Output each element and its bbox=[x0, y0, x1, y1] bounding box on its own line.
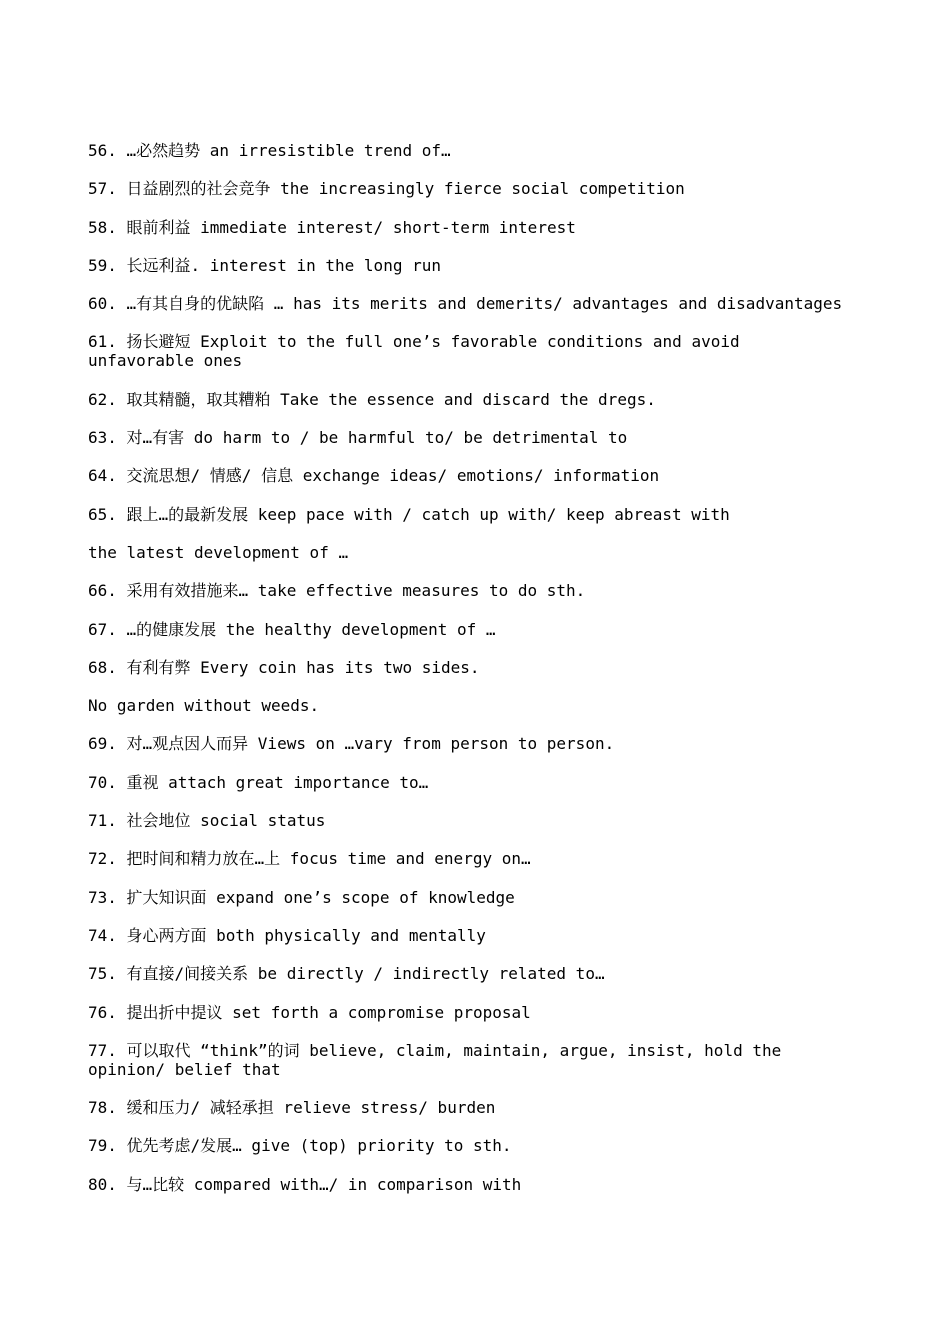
list-item: 71. 社会地位 social status bbox=[88, 811, 326, 831]
list-item: 74. 身心两方面 both physically and mentally bbox=[88, 925, 486, 945]
list-item: 65. 跟上…的最新发展 keep pace with / catch up with/ keep abreast with bbox=[88, 504, 730, 524]
list-item: 66. 采用有效措施来… take effective measures to do sth. bbox=[88, 581, 586, 601]
list-item: 72. 把时间和精力放在…上 focus time and energy on… bbox=[88, 849, 531, 869]
list-item: 80. 与…比较 compared with…/ in comparison with bbox=[88, 1174, 522, 1194]
list-item: 58. 眼前利益 immediate interest/ short-term interest bbox=[88, 217, 576, 237]
list-item: 57. 日益剧烈的社会竞争 the increasingly fierce social competition bbox=[88, 179, 685, 199]
list-item: 79. 优先考虑/发展… give (top) priority to sth. bbox=[88, 1136, 512, 1156]
list-item: 69. 对…观点因人而异 Views on …vary from person to person. bbox=[88, 734, 615, 754]
list-item-continuation: No garden without weeds. bbox=[88, 696, 320, 716]
list-item: 59. 长远利益. interest in the long run bbox=[88, 255, 441, 275]
list-item-continuation: the latest development of … bbox=[88, 542, 349, 562]
list-item: 64. 交流思想/ 情感/ 信息 exchange ideas/ emotions/ information bbox=[88, 466, 660, 486]
list-item: 75. 有直接/间接关系 be directly / indirectly related to… bbox=[88, 964, 605, 984]
list-item: 70. 重视 attach great importance to… bbox=[88, 772, 429, 792]
list-item: 61. 扬长避短 Exploit to the full one’s favorable conditions and avoid unfavorable ones bbox=[88, 332, 750, 371]
list-item: 56. …必然趋势 an irresistible trend of… bbox=[88, 141, 451, 160]
list-item: 77. 可以取代 “think”的词 believe, claim, maintain, argue, insist, hold the opinion/ belief that bbox=[88, 1040, 791, 1079]
list-item: 78. 缓和压力/ 减轻承担 relieve stress/ burden bbox=[88, 1098, 496, 1118]
document-body bbox=[88, 141, 848, 1213]
list-item: 62. 取其精髓，取其糟粕 Take the essence and discard the dregs. bbox=[88, 389, 656, 409]
list-item: 67. …的健康发展 the healthy development of … bbox=[88, 619, 496, 639]
list-item: 60. …有其自身的优缺陷 … has its merits and demerits/ advantages and disadvantages bbox=[88, 294, 843, 314]
list-item: 76. 提出折中提议 set forth a compromise proposal bbox=[88, 1002, 531, 1022]
list-item: 73. 扩大知识面 expand one’s scope of knowledge bbox=[88, 887, 515, 907]
list-item: 63. 对…有害 do harm to / be harmful to/ be detrimental to bbox=[88, 428, 628, 448]
list-item: 68. 有利有弊 Every coin has its two sides. bbox=[88, 657, 480, 677]
